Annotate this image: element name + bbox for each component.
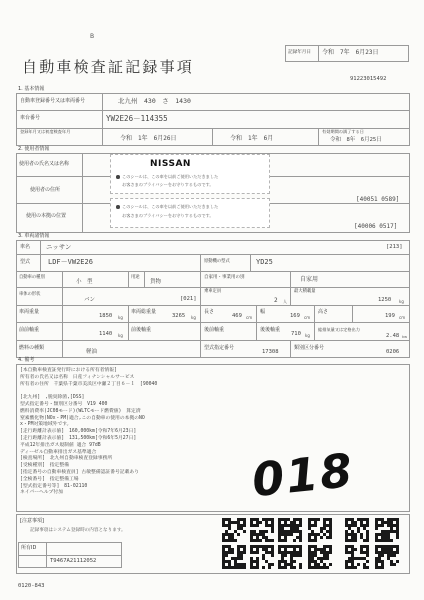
issue-date-value: 令和 7年 6月23日	[322, 49, 379, 56]
sticker-bullet-icon	[116, 175, 120, 179]
qr-code-10	[308, 545, 332, 569]
vehicle-weight-value: 1850	[99, 313, 113, 319]
engine-label: 原動機の型式	[204, 259, 230, 264]
notice-text: 記録事項はシステム登録時の内容となります。	[30, 528, 126, 533]
remarks-line: [検査場所] 北九州自動車検査登録事務所	[20, 456, 113, 462]
displacement-unit: kw	[402, 335, 408, 339]
remarks-line: [受検種別] 指定整備	[20, 463, 69, 469]
expiry-label: 有効期間の満了する日	[322, 129, 364, 134]
section-basic-info: 1. 基本情報	[18, 86, 45, 92]
nissan-logo: NISSAN	[150, 159, 191, 169]
base-code: [40006 0517]	[354, 223, 398, 230]
qr-code-3	[278, 518, 302, 542]
rear-front-axle-label: 後前軸重	[204, 327, 225, 333]
remarks-line: [本自動車検査証発行時における所有者情報]	[20, 368, 117, 373]
length-label: 長さ	[204, 309, 215, 315]
maker-code: [213]	[386, 244, 403, 250]
owner-id-value: T9467A21112052	[50, 558, 97, 564]
length-value: 469	[232, 313, 242, 319]
height-label: 高さ	[318, 309, 329, 315]
owner-id-label: 所有ID	[21, 545, 37, 551]
length-unit: cm	[246, 315, 253, 320]
remarks-line: [指定番号の自動車検査員] 古敏整備認証番号記載あり	[20, 469, 139, 475]
section-remarks: 4. 備考	[18, 357, 35, 363]
remarks-line: ネイバーヘルプ付加	[20, 490, 63, 496]
remarks-line: [全検番号] 指定整備工場	[20, 476, 79, 482]
height-unit: cm	[399, 315, 406, 320]
vehicle-weight-label: 車両重量	[19, 309, 40, 315]
chassis-value: YW2E26－114355	[106, 114, 168, 123]
remarks-line: x・PM対策地域外です。	[20, 422, 72, 428]
body-shape-code: [021]	[180, 296, 197, 302]
qr-code-11	[345, 545, 369, 569]
chassis-label: 車台番号	[20, 115, 41, 121]
remarks-line: [走行距離計表示値] 160,000km[令和7年6月23日]	[20, 429, 137, 435]
handwritten-number: 018	[249, 442, 357, 508]
width-label: 幅	[260, 309, 266, 315]
category-label: 類別区分番号	[294, 345, 325, 351]
displacement-label: 総排気量又は定格出力	[318, 327, 360, 332]
remarks-line: 平成12年排出ガス規制値 適合 97dB	[20, 442, 101, 448]
displacement-value: 2.48	[386, 333, 400, 339]
sticker-bullet-icon	[116, 205, 120, 209]
seat-value: 2	[274, 297, 278, 304]
use-label: 用途	[131, 275, 140, 280]
page-title: 自動車検査証記録事項	[22, 58, 195, 76]
height-value: 199	[385, 313, 395, 319]
privacy-text-top-1: このシールは、この車を以前ご使用いただきました	[122, 174, 219, 179]
maker-value: ニッサン	[46, 243, 72, 251]
remarks-line: [型式指定番号等] 81-02110	[20, 483, 88, 489]
designation-label: 型式指定番号	[204, 345, 235, 351]
business-label: 自家用・事業用の別	[204, 275, 245, 280]
gross-weight-label: 車両総重量	[131, 309, 157, 315]
model-label: 型式	[20, 259, 31, 265]
section-user-info: 2. 使用者情報	[18, 146, 50, 152]
body-shape-value: バン	[84, 297, 96, 303]
vehicle-kind-label: 自動車の種別	[19, 275, 45, 280]
remarks-line: [北九州] ,脱臭除菌,[DSS]	[20, 395, 85, 401]
max-load-unit: kg	[399, 299, 404, 304]
remarks-line: 所有者の住所 千葉県千葉市美浜区中瀬２丁目６－１ [90040	[20, 381, 158, 387]
fuel-type-label: 燃料の種類	[19, 345, 45, 351]
privacy-text-bottom-2: お客さまのプライバシーをお守りするものです。	[122, 213, 214, 218]
business-value: 自家用	[300, 276, 319, 283]
body-shape-label: 車体の形状	[19, 292, 41, 297]
front-front-axle-unit: kg	[118, 333, 123, 338]
engine-value: YD25	[256, 258, 273, 266]
front-front-axle-label: 前前軸重	[19, 327, 40, 333]
user-name-label: 使用者の氏名又は名称	[19, 161, 70, 167]
qr-code-12	[375, 545, 399, 569]
remarks-line: 燃料消費率(JC08モード)(WLTCモード燃費値) 算定済	[20, 408, 141, 414]
qr-code-4	[308, 518, 332, 542]
remarks-line: 窒素酸化物(NOx・PM)適合,この自動車の使用の本拠のNO	[20, 415, 145, 421]
doc-number: 91223015492	[350, 76, 387, 82]
expiry-value: 令和 8年 6月25日	[330, 137, 382, 143]
form-mark: B	[90, 33, 95, 40]
address-code: [40051 0589]	[356, 196, 400, 203]
bottom-code: 0120-843	[18, 583, 45, 589]
qr-code-8	[250, 545, 274, 569]
base-location-label: 使用の本拠の位置	[26, 213, 67, 219]
qr-code-1	[222, 518, 246, 542]
first-reg-label: 登録年月又は初度検査年月	[20, 129, 71, 134]
model-value: LDF－VW2E26	[48, 258, 93, 266]
width-value: 169	[290, 313, 300, 319]
issue-date-label: 記録年月日	[288, 50, 311, 55]
remarks-line: [走行距離計表示値] 131,500km[令和6年5月27日]	[20, 435, 137, 441]
seat-label: 乗車定員	[204, 289, 222, 294]
reg-number-label: 自動車登録番号又は車両番号	[20, 98, 86, 104]
gross-weight-unit: kg	[191, 315, 196, 320]
user-address-label: 使用者の住所	[30, 187, 61, 193]
qr-code-9	[278, 545, 302, 569]
remarks-line: ディーゼル自動車排出ガス基準適合	[20, 449, 97, 455]
remarks-line: 所有者の氏名又は名称 日産フィナンシャルサービス	[20, 374, 135, 380]
qr-code-5	[345, 518, 369, 542]
qr-code-2	[250, 518, 274, 542]
rear-rear-axle-unit: kg	[305, 333, 310, 338]
rear-rear-axle-value: 710	[291, 331, 301, 337]
maker-label: 車名	[20, 244, 31, 250]
seat-unit: 人	[283, 299, 287, 304]
privacy-text-bottom-1: このシールは、この車を以前ご使用いただきました	[122, 204, 219, 209]
max-load-value: 1250	[378, 297, 392, 303]
fuel-type-value: 軽油	[86, 349, 98, 355]
qr-code-6	[375, 518, 399, 542]
max-load-label: 最大積載量	[294, 289, 316, 294]
vehicle-weight-unit: kg	[118, 315, 123, 320]
reg-number-value: 北九州 430 さ 1430	[118, 97, 191, 105]
first-reg-date2: 令和 1年 6月	[230, 135, 274, 142]
use-value: 貨物	[150, 279, 162, 285]
gross-weight-value: 3265	[172, 313, 186, 319]
qr-code-7	[222, 545, 246, 569]
vehicle-kind-value: 小 型	[76, 279, 93, 285]
front-rear-axle-label: 前後軸重	[131, 327, 152, 333]
privacy-text-top-2: お客さまのプライバシーをお守りするものです。	[122, 182, 214, 187]
notice-label: [注意事項]	[20, 518, 44, 524]
remarks-line: 型式指定番号・類別区分番号 V19 400	[20, 401, 108, 407]
front-front-axle-value: 1140	[99, 331, 113, 337]
rear-rear-axle-label: 後後軸重	[260, 327, 281, 333]
width-unit: cm	[304, 315, 311, 320]
first-reg-value: 令和 1年 6月26日	[120, 135, 177, 142]
category-value: 0206	[386, 349, 400, 355]
section-vehicle-info: 3. 車両諸情報	[18, 233, 50, 239]
designation-value: 17308	[262, 349, 279, 355]
